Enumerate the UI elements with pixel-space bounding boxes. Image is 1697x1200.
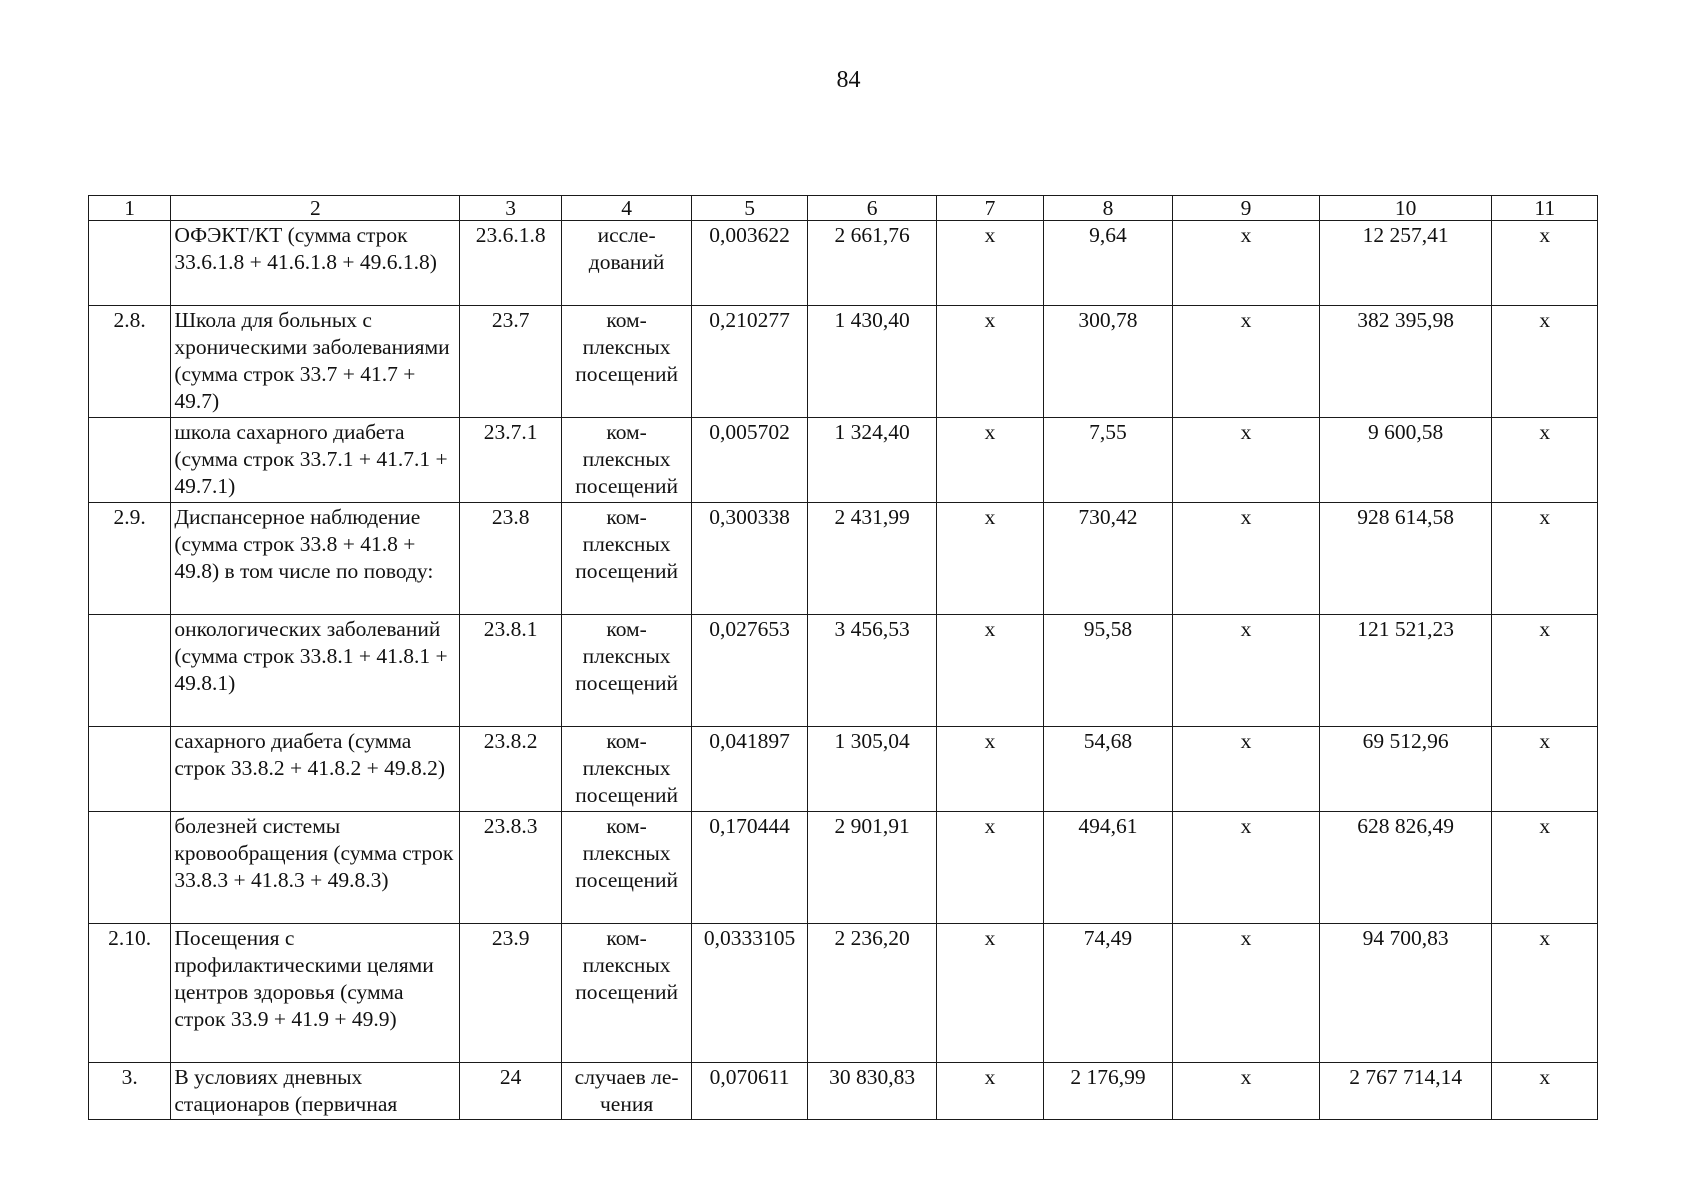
row-col-8: 9,64 (1043, 221, 1173, 306)
row-col-11: х (1492, 924, 1598, 1063)
row-col-9: х (1173, 503, 1320, 615)
header-col-3: 3 (460, 196, 561, 221)
table-header (89, 196, 1598, 221)
row-col-10: 2 767 714,14 (1319, 1063, 1492, 1120)
header-col-11: 11 (1492, 196, 1598, 221)
header-col-6: 6 (807, 196, 937, 221)
row-col-11: х (1492, 812, 1598, 924)
data-table (88, 195, 1598, 1120)
row-col-7: х (937, 221, 1043, 306)
header-row (89, 196, 1598, 221)
row-col-11: х (1492, 306, 1598, 418)
row-unit: ком-плексных посещений (561, 924, 692, 1063)
row-unit: ком-плексных посещений (561, 812, 692, 924)
row-col-6: 1 324,40 (807, 418, 937, 503)
row-name: Диспансерное наблюдение (сумма строк 33.8 + 41.8 + 49.8) в том числе по поводу: (171, 503, 460, 615)
row-name: сахарного диабета (сумма строк 33.8.2 + 41.8.2 + 49.8.2) (171, 727, 460, 812)
row-col-5: 0,005702 (692, 418, 807, 503)
row-number: 2.8. (89, 306, 171, 418)
table-row (89, 306, 1598, 418)
row-col-8: 7,55 (1043, 418, 1173, 503)
row-col-9: х (1173, 812, 1320, 924)
row-col-5: 0,027653 (692, 615, 807, 727)
row-name: болезней системы кровообращения (сумма строк 33.8.3 + 41.8.3 + 49.8.3) (171, 812, 460, 924)
row-col-9: х (1173, 221, 1320, 306)
row-col-9: х (1173, 418, 1320, 503)
header-col-9: 9 (1173, 196, 1320, 221)
row-col-10: 9 600,58 (1319, 418, 1492, 503)
row-code: 24 (460, 1063, 561, 1120)
table-row (89, 1063, 1598, 1120)
page-number: 84 (836, 67, 861, 93)
table-row (89, 812, 1598, 924)
row-col-7: х (937, 503, 1043, 615)
row-col-5: 0,041897 (692, 727, 807, 812)
row-code: 23.9 (460, 924, 561, 1063)
header-col-2: 2 (171, 196, 460, 221)
row-col-7: х (937, 727, 1043, 812)
row-code: 23.7 (460, 306, 561, 418)
row-col-8: 2 176,99 (1043, 1063, 1173, 1120)
row-col-11: х (1492, 727, 1598, 812)
row-number (89, 727, 171, 812)
row-code: 23.6.1.8 (460, 221, 561, 306)
row-name: школа сахарного диабета (сумма строк 33.7.1 + 41.7.1 + 49.7.1) (171, 418, 460, 503)
row-col-10: 69 512,96 (1319, 727, 1492, 812)
row-col-7: х (937, 615, 1043, 727)
row-unit: случаев ле-чения (561, 1063, 692, 1120)
row-col-5: 0,300338 (692, 503, 807, 615)
row-code: 23.8.2 (460, 727, 561, 812)
row-col-9: х (1173, 1063, 1320, 1120)
row-col-10: 121 521,23 (1319, 615, 1492, 727)
row-col-8: 54,68 (1043, 727, 1173, 812)
row-code: 23.8 (460, 503, 561, 615)
row-number: 3. (89, 1063, 171, 1120)
row-unit: ком-плексных посещений (561, 418, 692, 503)
row-name: Школа для больных с хроническими заболеваниями (сумма строк 33.7 + 41.7 + 49.7) (171, 306, 460, 418)
row-col-11: х (1492, 418, 1598, 503)
row-col-5: 0,070611 (692, 1063, 807, 1120)
row-code: 23.7.1 (460, 418, 561, 503)
row-col-11: х (1492, 503, 1598, 615)
table-row (89, 615, 1598, 727)
row-col-7: х (937, 418, 1043, 503)
row-col-6: 1 430,40 (807, 306, 937, 418)
row-col-6: 30 830,83 (807, 1063, 937, 1120)
row-col-8: 494,61 (1043, 812, 1173, 924)
row-name: В условиях дневных стационаров (первичная (171, 1063, 460, 1120)
row-col-7: х (937, 306, 1043, 418)
row-number: 2.9. (89, 503, 171, 615)
row-col-9: х (1173, 306, 1320, 418)
row-col-6: 3 456,53 (807, 615, 937, 727)
row-col-8: 95,58 (1043, 615, 1173, 727)
row-col-11: х (1492, 1063, 1598, 1120)
row-unit: иссле-дований (561, 221, 692, 306)
row-number (89, 221, 171, 306)
row-col-9: х (1173, 727, 1320, 812)
table-row (89, 418, 1598, 503)
row-col-5: 0,0333105 (692, 924, 807, 1063)
row-col-10: 12 257,41 (1319, 221, 1492, 306)
row-col-9: х (1173, 615, 1320, 727)
header-col-5: 5 (692, 196, 807, 221)
header-col-8: 8 (1043, 196, 1173, 221)
row-number (89, 615, 171, 727)
row-col-11: х (1492, 221, 1598, 306)
row-col-10: 928 614,58 (1319, 503, 1492, 615)
row-col-10: 94 700,83 (1319, 924, 1492, 1063)
row-col-6: 2 901,91 (807, 812, 937, 924)
row-col-7: х (937, 812, 1043, 924)
row-name: ОФЭКТ/КТ (сумма строк 33.6.1.8 + 41.6.1.8 + 49.6.1.8) (171, 221, 460, 306)
row-col-6: 2 236,20 (807, 924, 937, 1063)
row-col-11: х (1492, 615, 1598, 727)
row-col-10: 382 395,98 (1319, 306, 1492, 418)
row-unit: ком-плексных посещений (561, 727, 692, 812)
table-row (89, 924, 1598, 1063)
row-name: онкологических заболеваний (сумма строк 33.8.1 + 41.8.1 + 49.8.1) (171, 615, 460, 727)
row-col-8: 74,49 (1043, 924, 1173, 1063)
row-col-7: х (937, 924, 1043, 1063)
row-col-8: 300,78 (1043, 306, 1173, 418)
row-col-6: 1 305,04 (807, 727, 937, 812)
row-number (89, 418, 171, 503)
row-name: Посещения с профилактическими целями центров здоровья (сумма строк 33.9 + 41.9 + 49.9) (171, 924, 460, 1063)
header-col-10: 10 (1319, 196, 1492, 221)
row-col-5: 0,210277 (692, 306, 807, 418)
row-code: 23.8.1 (460, 615, 561, 727)
row-unit: ком-плексных посещений (561, 503, 692, 615)
row-col-5: 0,003622 (692, 221, 807, 306)
row-unit: ком-плексных посещений (561, 615, 692, 727)
table-row (89, 503, 1598, 615)
row-col-8: 730,42 (1043, 503, 1173, 615)
row-col-5: 0,170444 (692, 812, 807, 924)
row-col-6: 2 661,76 (807, 221, 937, 306)
row-number: 2.10. (89, 924, 171, 1063)
row-col-7: х (937, 1063, 1043, 1120)
header-col-7: 7 (937, 196, 1043, 221)
header-col-4: 4 (561, 196, 692, 221)
table-body (89, 221, 1598, 1120)
row-col-6: 2 431,99 (807, 503, 937, 615)
row-unit: ком-плексных посещений (561, 306, 692, 418)
table-row (89, 221, 1598, 306)
row-col-9: х (1173, 924, 1320, 1063)
table-row (89, 727, 1598, 812)
header-col-1: 1 (89, 196, 171, 221)
row-number (89, 812, 171, 924)
row-code: 23.8.3 (460, 812, 561, 924)
row-col-10: 628 826,49 (1319, 812, 1492, 924)
